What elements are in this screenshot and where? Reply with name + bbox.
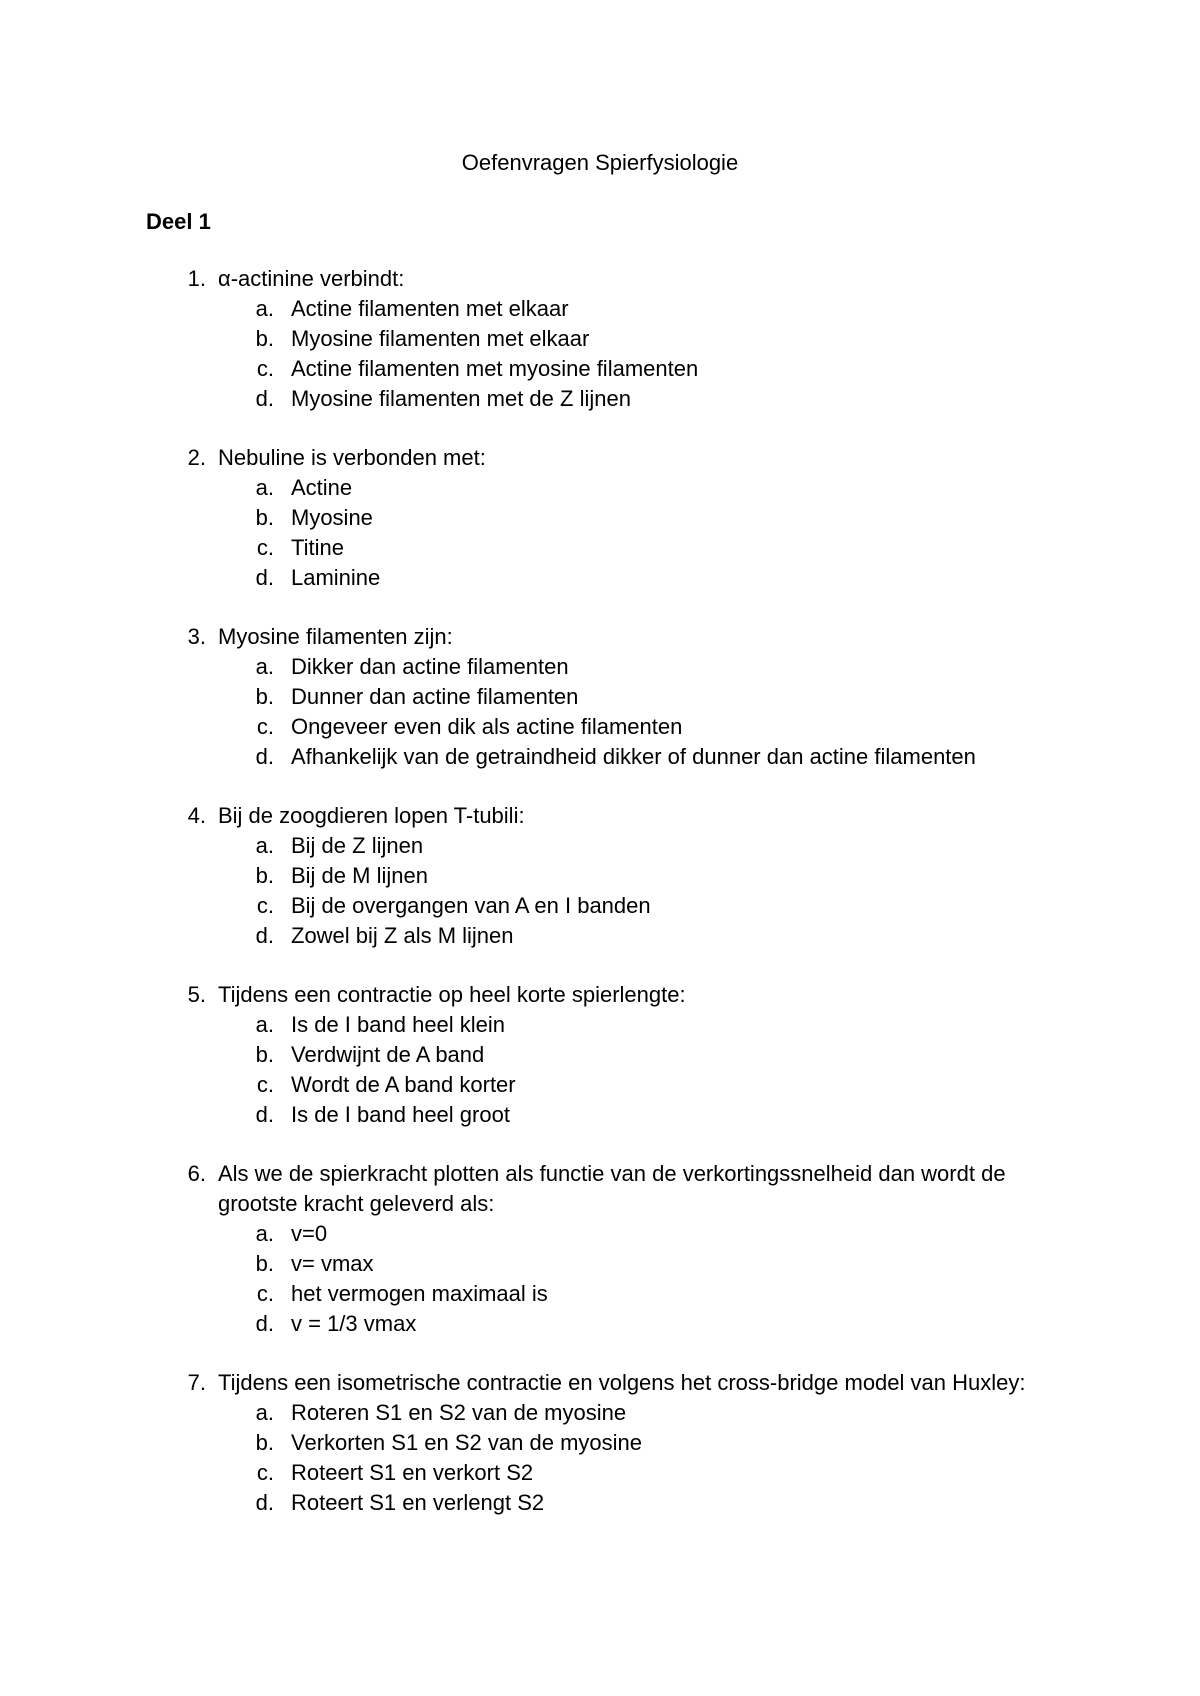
section-heading: Deel 1 bbox=[146, 209, 211, 234]
option-letter: d. bbox=[255, 386, 274, 411]
question-4 bbox=[0, 801, 1200, 951]
question-row bbox=[0, 1159, 1200, 1189]
question-number: 2. bbox=[187, 445, 206, 470]
question-text: Als we de spierkracht plotten als functie van de verkortingssnelheid dan wordt de bbox=[218, 1161, 1006, 1186]
answer-option bbox=[0, 1010, 1200, 1040]
option-text: Afhankelijk van de getraindheid dikker of dunner dan actine filamenten bbox=[291, 744, 976, 769]
option-letter: a. bbox=[255, 1012, 274, 1037]
option-text: Titine bbox=[291, 535, 344, 560]
question-2 bbox=[0, 443, 1200, 593]
option-letter: d. bbox=[255, 1102, 274, 1127]
question-text: Myosine filamenten zijn: bbox=[218, 624, 453, 649]
question-number: 7. bbox=[187, 1370, 206, 1395]
answer-option bbox=[0, 1309, 1200, 1339]
option-text: Actine filamenten met elkaar bbox=[291, 296, 569, 321]
question-number: 1. bbox=[187, 266, 206, 291]
question-text: Tijdens een contractie op heel korte spierlengte: bbox=[218, 982, 686, 1007]
question-text: Bij de zoogdieren lopen T-tubili: bbox=[218, 803, 525, 828]
answer-option bbox=[0, 1488, 1200, 1518]
option-text: Myosine bbox=[291, 505, 373, 530]
answer-option bbox=[0, 1398, 1200, 1428]
option-letter: d. bbox=[255, 1311, 274, 1336]
answer-option bbox=[0, 324, 1200, 354]
option-text: Bij de Z lijnen bbox=[291, 833, 424, 858]
option-text: Myosine filamenten met de Z lijnen bbox=[291, 386, 631, 411]
option-text: Ongeveer even dik als actine filamenten bbox=[291, 714, 683, 739]
question-row bbox=[0, 443, 1200, 473]
answer-option bbox=[0, 1100, 1200, 1130]
answer-option bbox=[0, 294, 1200, 324]
option-text: Roteert S1 en verlengt S2 bbox=[291, 1490, 545, 1515]
option-letter: c. bbox=[256, 1072, 274, 1097]
option-letter: b. bbox=[255, 1042, 274, 1067]
question-row bbox=[0, 264, 1200, 294]
option-text: Dikker dan actine filamenten bbox=[291, 654, 569, 679]
option-letter: d. bbox=[255, 744, 274, 769]
question-number: 4. bbox=[187, 803, 206, 828]
question-row bbox=[0, 1368, 1200, 1398]
option-text: Is de I band heel groot bbox=[291, 1102, 510, 1127]
option-letter: b. bbox=[255, 326, 274, 351]
option-text: Wordt de A band korter bbox=[291, 1072, 516, 1097]
option-letter: c. bbox=[256, 893, 274, 918]
question-row bbox=[0, 801, 1200, 831]
option-text: Is de I band heel klein bbox=[291, 1012, 506, 1037]
answer-option bbox=[0, 1249, 1200, 1279]
option-letter: c. bbox=[256, 714, 274, 739]
option-text: Roteert S1 en verkort S2 bbox=[291, 1460, 534, 1485]
option-letter: b. bbox=[255, 1251, 274, 1276]
answer-option bbox=[0, 384, 1200, 414]
answer-option bbox=[0, 563, 1200, 593]
answer-option bbox=[0, 1458, 1200, 1488]
answer-option bbox=[0, 1070, 1200, 1100]
question-7 bbox=[0, 1368, 1200, 1518]
option-text: Bij de overgangen van A en I banden bbox=[291, 893, 651, 918]
option-letter: b. bbox=[255, 863, 274, 888]
question-number: 5. bbox=[187, 982, 206, 1007]
question-number: 6. bbox=[187, 1161, 206, 1186]
option-text: Actine filamenten met myosine filamenten bbox=[291, 356, 699, 381]
question-5 bbox=[0, 980, 1200, 1130]
answer-option bbox=[0, 682, 1200, 712]
option-letter: b. bbox=[255, 1430, 274, 1455]
option-letter: b. bbox=[255, 684, 274, 709]
question-6 bbox=[0, 1159, 1200, 1339]
option-text: het vermogen maximaal is bbox=[291, 1281, 548, 1306]
option-letter: d. bbox=[255, 1490, 274, 1515]
option-text: Zowel bij Z als M lijnen bbox=[291, 923, 514, 948]
answer-option bbox=[0, 1219, 1200, 1249]
question-row bbox=[0, 980, 1200, 1010]
question-text: Tijdens een isometrische contractie en volgens het cross-bridge model van Huxley: bbox=[218, 1370, 1026, 1395]
document-title: Oefenvragen Spierfysiologie bbox=[461, 150, 739, 175]
option-text: Laminine bbox=[291, 565, 381, 590]
option-text: v = 1/3 vmax bbox=[291, 1311, 417, 1336]
question-1 bbox=[0, 264, 1200, 414]
option-letter: a. bbox=[255, 833, 274, 858]
option-text: Bij de M lijnen bbox=[291, 863, 428, 888]
option-letter: a. bbox=[255, 1400, 274, 1425]
option-text: Dunner dan actine filamenten bbox=[291, 684, 579, 709]
option-letter: a. bbox=[255, 654, 274, 679]
answer-option bbox=[0, 742, 1200, 772]
answer-option bbox=[0, 1040, 1200, 1070]
option-letter: a. bbox=[255, 475, 274, 500]
answer-option bbox=[0, 1428, 1200, 1458]
option-text: v=0 bbox=[291, 1221, 328, 1246]
option-letter: c. bbox=[256, 356, 274, 381]
question-text-continued bbox=[0, 1189, 1200, 1219]
question-3 bbox=[0, 622, 1200, 772]
option-text: Verdwijnt de A band bbox=[291, 1042, 485, 1067]
option-letter: c. bbox=[256, 1460, 274, 1485]
answer-option bbox=[0, 891, 1200, 921]
question-text: Nebuline is verbonden met: bbox=[218, 445, 486, 470]
answer-option bbox=[0, 533, 1200, 563]
answer-option bbox=[0, 1279, 1200, 1309]
option-letter: a. bbox=[255, 1221, 274, 1246]
option-text: Verkorten S1 en S2 van de myosine bbox=[291, 1430, 642, 1455]
option-letter: b. bbox=[255, 505, 274, 530]
answer-option bbox=[0, 861, 1200, 891]
answer-option bbox=[0, 354, 1200, 384]
option-letter: d. bbox=[255, 923, 274, 948]
answer-option bbox=[0, 473, 1200, 503]
option-text: v= vmax bbox=[291, 1251, 374, 1276]
answer-option bbox=[0, 652, 1200, 682]
answer-option bbox=[0, 503, 1200, 533]
option-text: Myosine filamenten met elkaar bbox=[291, 326, 590, 351]
option-letter: c. bbox=[256, 535, 274, 560]
option-letter: a. bbox=[255, 296, 274, 321]
option-letter: d. bbox=[255, 565, 274, 590]
question-text-continued-line: grootste kracht geleverd als: bbox=[218, 1191, 495, 1216]
option-text: Actine bbox=[291, 475, 353, 500]
question-number: 3. bbox=[187, 624, 206, 649]
answer-option bbox=[0, 712, 1200, 742]
answer-option bbox=[0, 921, 1200, 951]
question-text: α-actinine verbindt: bbox=[218, 266, 405, 291]
option-letter: c. bbox=[256, 1281, 274, 1306]
option-text: Roteren S1 en S2 van de myosine bbox=[291, 1400, 627, 1425]
answer-option bbox=[0, 831, 1200, 861]
question-row bbox=[0, 622, 1200, 652]
